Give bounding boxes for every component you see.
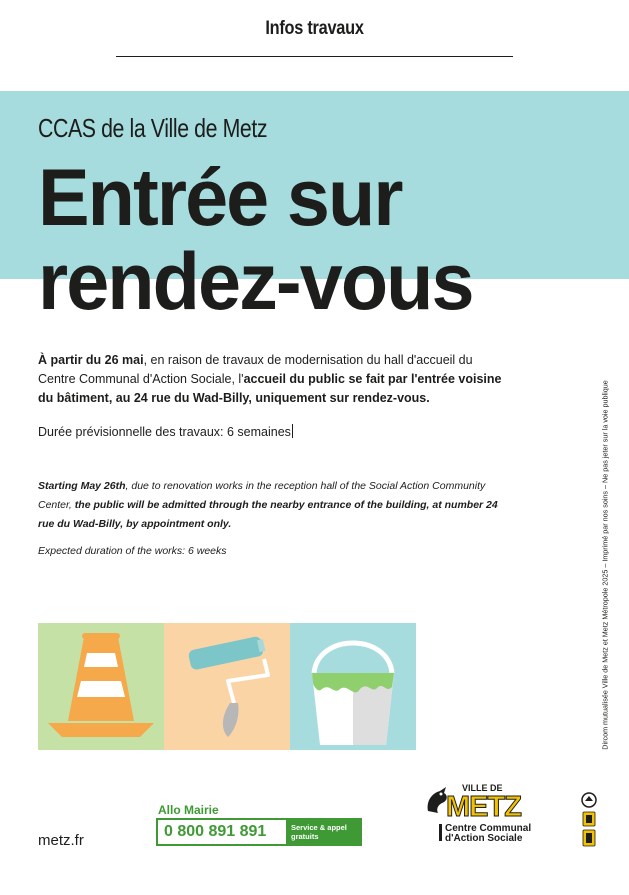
free-service-badge: Service & appel gratuits <box>286 820 360 844</box>
english-date: Starting May 26th <box>38 480 126 492</box>
headline-line-2: rendez-vous <box>38 237 473 327</box>
illustration-bucket <box>290 623 416 750</box>
recycle-icon <box>580 792 598 848</box>
header-divider <box>116 56 513 57</box>
english-paragraph <box>38 477 508 534</box>
french-access: accueil du public se fait par l'entrée voisine du bâtiment, au 24 rue du Wad-Billy, uniquement sur rendez-vous. <box>38 372 502 405</box>
illustration-roller <box>164 623 290 750</box>
allo-mairie-box <box>156 818 362 846</box>
french-duration: Durée prévisionnelle des travaux: 6 semaines <box>38 425 291 439</box>
paint-bucket-icon <box>290 623 416 750</box>
french-paragraph <box>38 351 508 408</box>
french-date: À partir du 26 mai <box>38 353 144 367</box>
hero-subtitle: CCAS de la Ville de Metz <box>38 113 268 143</box>
traffic-cone-icon <box>38 623 164 750</box>
headline-line-1: Entrée sur <box>38 153 402 243</box>
paint-roller-icon <box>164 623 290 750</box>
side-print-mention: Dircom mutualisée Ville de Metz et Metz Métropole 2025 – Imprimé par nos soins – Ne pas jeter sur la voie publique <box>600 380 610 750</box>
logo-divider <box>439 824 442 841</box>
logo-ccas-line-2: d'Action Sociale <box>445 833 523 844</box>
allo-mairie-title: Allo Mairie <box>158 803 219 817</box>
french-text: , en raison de travaux de modernisation du hall d'accueil du Centre Communal d'Action Sociale, l' <box>38 353 473 386</box>
logo-metz: METZ <box>446 791 521 823</box>
phone-number[interactable]: 0 800 891 891 <box>164 823 267 840</box>
website-link[interactable]: metz.fr <box>38 832 84 849</box>
ville-de-metz-logo <box>422 781 552 851</box>
english-text: , due to renovation works in the reception hall of the Social Action Community Center, <box>38 480 486 511</box>
logo-ccas-line-1: Centre Communal <box>445 823 532 834</box>
illustration-cone <box>38 623 164 750</box>
recycling-marks <box>580 792 598 848</box>
page-header-title: Infos travaux <box>265 18 364 39</box>
text-caret <box>292 424 293 438</box>
english-access: the public will be admitted through the nearby entrance of the building, at number 24 rue du Wad-Billy, by appointment only. <box>38 499 498 530</box>
hero-headline <box>38 153 473 327</box>
logo-ville-de: VILLE DE <box>462 783 503 793</box>
english-duration: Expected duration of the works: 6 weeks <box>38 545 227 557</box>
